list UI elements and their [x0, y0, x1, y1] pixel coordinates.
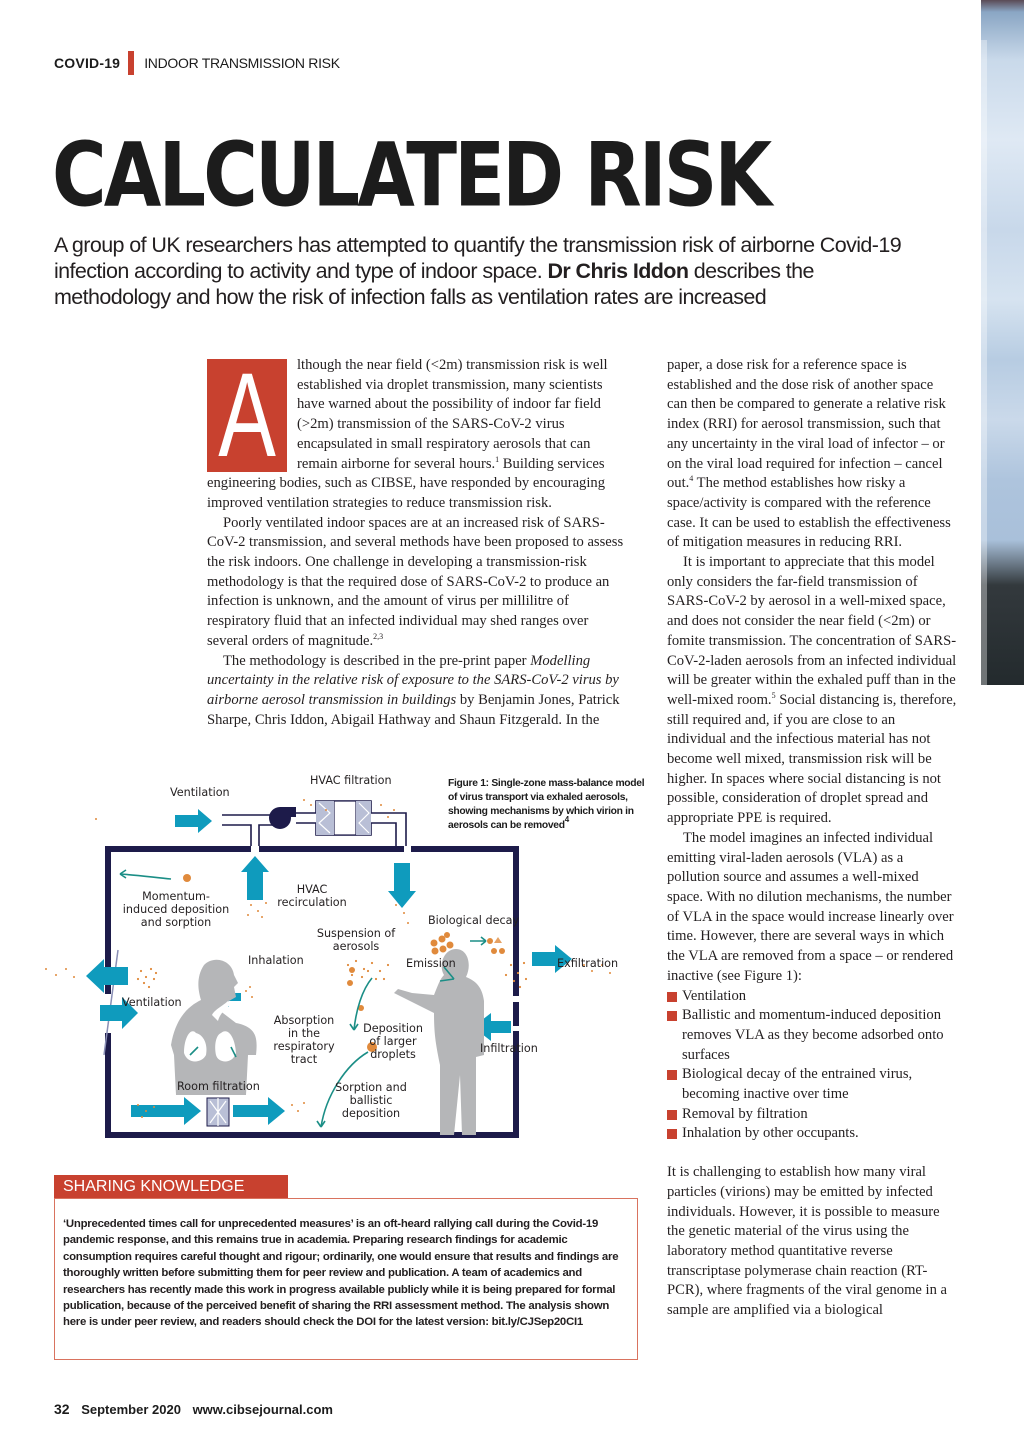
issue-date: September 2020 — [81, 1402, 181, 1417]
footnote-ref: 2,3 — [373, 631, 384, 641]
label-deposition: Deposition of larger droplets — [363, 1022, 423, 1061]
standfirst-text: A group of UK researchers has attempted to quantify the transmission risk of airborne Covid-19 infection according to activity and type of indoor space. — [54, 233, 902, 283]
label-absorption: Absorption in the respiratory tract — [273, 1014, 335, 1066]
standfirst — [54, 232, 934, 310]
list-item: Inhalation by other occupants. — [667, 1124, 957, 1144]
bullet-square-icon — [667, 1070, 677, 1080]
page-number: 32 — [54, 1401, 70, 1417]
label-exfiltration: Exfiltration — [557, 957, 619, 970]
label-inhalation: Inhalation — [248, 954, 304, 967]
label-room-filtration: Room filtration — [177, 1080, 260, 1093]
paragraph: The model imagines an infected individual emitting viral-laden aerosols (VLA) as a pollution source and assumes a well-mixed space. With no dilution mechanisms, the number of VLA in the space would increase linearly over time. However, there are several ways in which the VLA are removed from a space – or rendered inactive (see Figure 1): — [667, 829, 954, 984]
paragraph: lthough the near field (<2m) transmission risk is well established via droplet transmission, many scientists have warned about the possibility of indoor far field (>2m) transmission of the SARS-CoV-2 virus encapsulated in small respiratory aerosols that can remain airborne for several hours.$^1$ Building services engineering bodies, such as CIBSE, have responded by encouraging improved ventilation strategies to reduce transmission risk. — [207, 357, 608, 511]
footnote-ref: 1 — [495, 454, 500, 464]
footnote-ref: 5 — [771, 690, 776, 700]
label-hvac-recirculation: HVAC recirculation — [277, 883, 347, 909]
bullet-square-icon — [667, 992, 677, 1002]
kicker-divider — [128, 51, 134, 75]
paragraph: The methodology is described in the pre-print paper Modelling uncertainty in the relative risk of exposure to the SARS-CoV-2 virus by airborne aerosol transmission in buildings by Benjamin Jones, Patrick Sharpe, Chris Iddon, Abigail Hathway and Shaun Fitzgerald. In the — [207, 652, 620, 728]
sidebar-title: SHARING KNOWLEDGE — [54, 1175, 288, 1199]
label-suspension-aerosols: Suspension of aerosols — [316, 927, 396, 953]
list-item: Biological decay of the entrained virus, becoming inactive over time — [667, 1065, 957, 1104]
label-ventilation-in: Ventilation — [170, 786, 230, 799]
paragraph: It is challenging to establish how many viral particles (virions) may be emitted by infected individuals. However, it is possible to measure the genetic material of the virus using the laboratory method quantitative reverse transcriptase polymerase chain reaction (RT-PCR), where fragments of the viral genome in a sample are amplified via a biological — [667, 1164, 948, 1319]
footnote-ref: 4 — [689, 474, 694, 484]
section-kicker — [54, 52, 340, 74]
removal-mechanisms-list — [667, 987, 957, 1145]
sidebar-box — [54, 1198, 638, 1360]
bullet-square-icon — [667, 1129, 677, 1139]
sidebar-text: ‘Unprecedented times call for unprecedented measures’ is an oft-heard rallying call during the Covid-19 pandemic response, and this remains true in academia. Preparing research findings for academic consumption requires careful thought and rigour; ordinarily, one would ensure that results and findings are thoroughly written before submitting them for peer review and publication. A team of academics and researchers has recently made this work in progress available publicly while it is being prepared for formal publication, because of the perceived benefit of sharing the RRI assessment method. The analysis shown here is under peer review, and readers should check the DOI for the latest version: bit.ly/CJSep20CI1 — [63, 1218, 619, 1329]
bullet-square-icon — [667, 1011, 677, 1021]
figure-1-diagram — [36, 765, 646, 1145]
list-item: Removal by filtration — [667, 1105, 957, 1125]
label-emission: Emission — [406, 957, 456, 970]
body-column-right — [667, 356, 957, 1321]
body-column-middle — [207, 348, 632, 730]
author-name: Dr Chris Iddon — [547, 259, 689, 283]
page-footer — [54, 1401, 333, 1417]
article-photo — [981, 0, 1024, 685]
label-ventilation-wall: Ventilation — [122, 996, 182, 1009]
figure-caption: Figure 1: Single-zone mass-balance model of virus transport via exhaled aerosols, showing mechanisms by which virion in aerosols can be removed$^4$ — [448, 778, 645, 831]
label-infiltration: Infiltration — [480, 1042, 538, 1055]
topic-label: INDOOR TRANSMISSION RISK — [144, 55, 340, 71]
bullet-square-icon — [667, 1110, 677, 1120]
label-biological-decay: Biological decay — [428, 914, 520, 927]
drop-cap: A — [207, 359, 287, 472]
website-url: www.cibsejournal.com — [192, 1402, 333, 1417]
paragraph: It is important to appreciate that this model only considers the far-field transmission of SARS-CoV-2 by aerosol in a well-mixed space, and does not consider the near field (<2m) or fomite transmission. The concentration of SARS-CoV-2-laden aerosols from an infected individual will be greater within the exhaled puff than in the well-mixed room.$^5$ Social distancing is, therefore, still required and, if you are close to an individual and the infectious material has not become well mixed, transmission risk will be higher. In spaces where social distancing is not possible, consideration of droplet spread and appropriate PPE is required. — [667, 554, 957, 827]
paragraph: Poorly ventilated indoor spaces are at an increased risk of SARS-CoV-2 transmission, and several methods have been proposed to assess the risk indoors. One challenge in developing a transmission-risk methodology is that the required dose of SARS-CoV-2 to produce an infection is unknown, and the amount of virus per millilitre of respiratory fluid that an infected individual may shed ranges over several orders of magnitude.$^{2,3}$ — [207, 514, 624, 649]
headline: CALCULATED RISK — [52, 124, 770, 227]
section-label: COVID-19 — [54, 55, 121, 71]
paper-title: Modelling uncertainty in the relative risk of exposure to the SARS-CoV-2 virus by airborne aerosol transmission in buildings — [207, 652, 619, 708]
standfirst-text-end: describes the methodology and how the risk of infection falls as ventilation rates are increased — [54, 259, 814, 309]
list-item: Ballistic and momentum-induced deposition removes VLA as they become adsorbed onto surfaces — [667, 1006, 957, 1065]
label-sorption: Sorption and ballistic deposition — [335, 1081, 407, 1120]
list-item: Ventilation — [667, 987, 957, 1007]
label-momentum-deposition: Momentum-induced deposition and sorption — [122, 890, 230, 929]
label-hvac-filtration: HVAC filtration — [310, 774, 392, 787]
paragraph: paper, a dose risk for a reference space is established and the dose risk of another space can then be compared to generate a relative risk index (RRI) for aerosol transmission, such that any uncertainty in the viral load of infector – or on the viral load required for infection – cancel out.$^4$ The method establishes how risky a space/activity is compared with the reference case. It can be used to establish the effectiveness of mitigation measures in reducing RRI. — [667, 357, 951, 551]
